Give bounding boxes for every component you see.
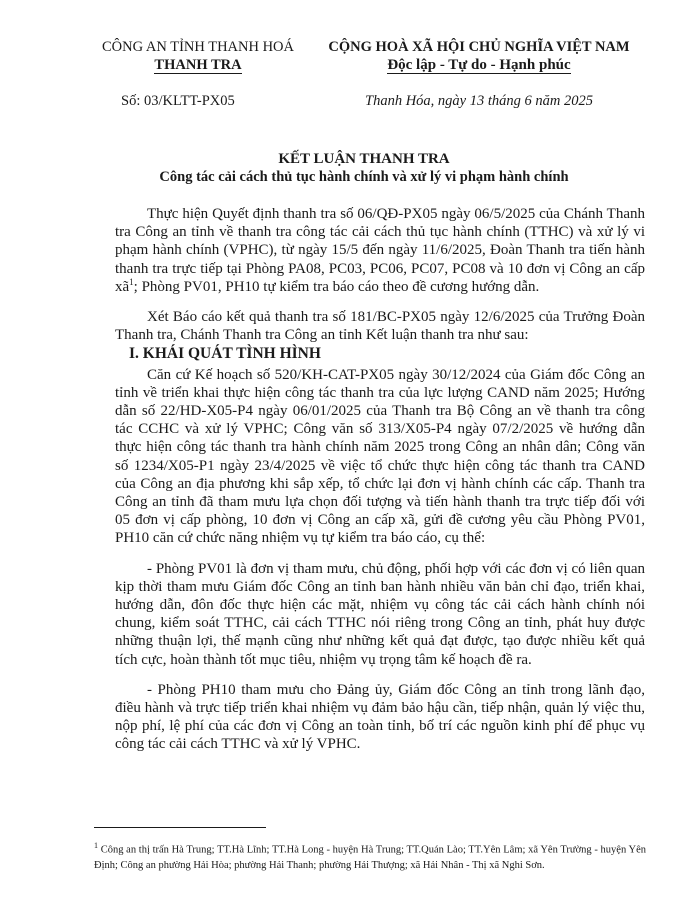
place-date: Thanh Hóa, ngày 13 tháng 6 năm 2025 <box>365 93 593 109</box>
document-number: Số: 03/KLTT-PX05 <box>121 93 235 109</box>
bullet-paragraph-pv01: - Phòng PV01 là đơn vị tham mưu, chủ động, phối hợp với các đơn vị có liên quan kịp thời tham mưu Giám đốc Công an tỉnh ban hành nhiều văn bản chỉ đạo, triển khai, hướng dẫn, đôn đốc thực hiện các mặt, nhiệm vụ công tác cải cách hành chính nói chung, kiểm soát TTHC, cải cách TTHC nói riêng trong Công an tỉnh, phát huy được những thuận lợi, thế mạnh cũng như những kết quả đạt được, tạo được nhiều kết quả tích cực, hoàn thành tốt mục tiêu, nhiệm vụ trọng tâm kế hoạch đề ra. <box>115 560 645 668</box>
document-title: KẾT LUẬN THANH TRA <box>278 151 450 167</box>
intro-paragraph-2: Xét Báo cáo kết quả thanh tra số 181/BC-PX05 ngày 12/6/2025 của Trưởng Đoàn Thanh tra, Chánh Thanh tra Công an tỉnh Kết luận thanh tra như sau: <box>115 309 645 344</box>
section-heading: I. KHÁI QUÁT TÌNH HÌNH <box>129 345 321 363</box>
footnote-marker: 1 <box>94 841 98 850</box>
national-header <box>318 38 640 74</box>
bullet-paragraph-ph10: - Phòng PH10 tham mưu cho Đảng ủy, Giám đốc Công an tỉnh trong lãnh đạo, điều hành và trực tiếp triển khai nhiệm vụ đảm bảo hậu cần, tiếp nhận, quản lý việc thu, nộp phí, lệ phí của các đơn vị Công an toàn tỉnh, bố trí các nguồn kinh phí để phục vụ công tác cải cách TTHC và xử lý VPHC. <box>115 681 645 753</box>
footnote-divider <box>94 827 266 828</box>
document-subtitle: Công tác cải cách thủ tục hành chính và xử lý vi phạm hành chính <box>159 169 569 185</box>
footnote-reference[interactable]: 1 <box>129 276 134 287</box>
department-name: THANH TRA <box>154 57 242 73</box>
agency-name: CÔNG AN TỈNH THANH HOÁ <box>102 39 294 55</box>
footnote <box>94 838 646 874</box>
intro-paragraph-1: Thực hiện Quyết định thanh tra số 06/QĐ-PX05 ngày 06/5/2025 của Chánh Thanh tra Công an tỉnh về thanh tra công tác cải cách thủ tục hành chính (TTHC) và xử lý vi phạm hành chính (VPHC), từ ngày 15/5 đến ngày 11/6/2025, Đoàn Thanh tra tiến hành thanh tra trực tiếp tại Phòng PA08, PC03, PC06, PC07, PC08 và 10 đơn vị Công an cấp xã$^1$; Phòng PV01, PH10 tự kiểm tra báo cáo theo đề cương hướng dẫn. <box>115 206 645 295</box>
issuer-block <box>88 38 308 74</box>
document-body <box>115 205 645 754</box>
national-motto: Độc lập - Tự do - Hạnh phúc <box>387 57 571 73</box>
footnote-text: Công an thị trấn Hà Trung; TT.Hà Lĩnh; TT.Hà Long - huyện Hà Trung; TT.Quán Lào; TT.Yên Lâm; xã Yên Trường - huyện Yên Định; Công an phường Hải Hòa; phường Hải Thanh; phường Hải Thượng; xã Hải Nhân - Thị xã Nghi Sơn. <box>94 844 646 871</box>
nation-name: CỘNG HOÀ XÃ HỘI CHỦ NGHĨA VIỆT NAM <box>328 39 630 55</box>
section-paragraph: Căn cứ Kế hoạch số 520/KH-CAT-PX05 ngày 30/12/2024 của Giám đốc Công an tỉnh về triển khai thực hiện công tác thanh tra của lực lượng CAND năm 2025; Hướng dẫn số 22/HD-X05-P4 ngày 06/01/2025 của Thanh tra Bộ Công an về thanh tra công tác CCHC và xử lý VPHC; Công văn số 313/X05-P4 ngày 07/2/2025 về hướng dẫn thực hiện công tác thanh tra hành chính năm 2025 trong Công an nhân dân; Công văn số 1234/X05-P1 ngày 23/4/2025 về việc tổ chức thực hiện công tác thanh tra CAND của Công an địa phương khi sắp xếp, tổ chức lại đơn vị hành chính các cấp. Thanh tra Công an tỉnh đã tham mưu lựa chọn đối tượng và tiến hành thanh tra trực tiếp đối với 05 đơn vị cấp phòng, 10 đơn vị Công an cấp xã, gửi đề cương yêu cầu Phòng PV01, PH10 căn cứ chức năng nhiệm vụ tự kiểm tra báo cáo, cụ thể: <box>115 366 645 547</box>
